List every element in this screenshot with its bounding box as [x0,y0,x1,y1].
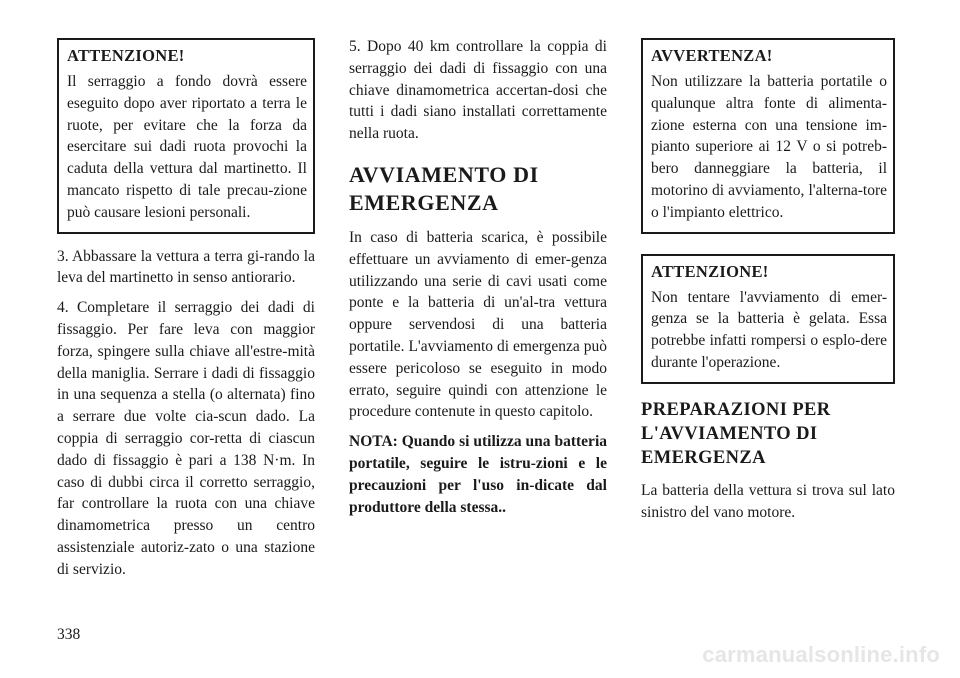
portable-battery-note: NOTA: Quando si utilizza una batteria portatile, seguire le istru-zioni e le precauzioni per l'uso in-dicate dal produttore della stessa.. [349,433,607,516]
warning-box-wheel-tightening [57,38,315,234]
step-5-paragraph: 5. Dopo 40 km controllare la coppia di serraggio dei dadi di fissaggio con una chiave dinamometrica accertan-dosi che tutti i dadi siano installati correttamente nella ruota. [349,38,607,143]
column-left [57,38,315,589]
column-right [641,38,895,531]
warning-text: Non tentare l'avviamento di emer-genza se la batteria è gelata. Essa potrebbe infatti rompersi o esplo-dere durante l'operazione. [651,288,887,371]
step-3-paragraph: 3. Abbassare la vettura a terra gi-rando la leva del martinetto in senso antiorario. [57,247,315,287]
warning-box-frozen-battery [641,254,895,384]
caution-text: Non utilizzare la batteria portatile o qualunque altra fonte di alimenta-zione esterna con una tensione im-pianto superiore ai 12 V o si potreb-bero danneggiare la batteria, il motorino di avviamento, l'alterna-tore o l'impianto elettrico. [651,73,887,221]
page-number: 338 [57,626,81,643]
emergency-start-intro: In caso di batteria scarica, è possibile effettuare un avviamento di emer-genza utilizzando una serie di cavi usati come ponte e la batteria di un'al-tra vettura oppure servendosi di una batteria portatile. L'avviamento di emergenza può essere pericoloso se eseguito in modo errato, seguire quindi con attenzione le procedure contenute in questo capitolo. [349,228,607,421]
section-heading-emergency-start: AVVIAMENTO DI EMERGENZA [349,161,539,215]
caution-title: AVVERTENZA! [651,46,773,65]
caution-box-voltage [641,38,895,234]
battery-location-paragraph: La batteria della vettura si trova sul lato sinistro del vano motore. [641,481,895,521]
warning-title: ATTENZIONE! [67,46,185,65]
column-middle [349,36,607,518]
step-4-paragraph: 4. Completare il serraggio dei dadi di fissaggio. Per fare leva con maggior forza, spingere sulla chiave all'estre-mità della maniglia. Serrare i dadi di fissaggio in una sequenza a stella (o alternata) fino a serrare due volte cia-scun dado. La coppia di serraggio cor-retta di ciascun dado di fissaggio è pari a 138 N·m. In caso di dubbi circa il corretto serraggio, far controllare la ruota con una chiave dinamometrica presso un centro assistenziale autoriz-zato o una stazione di servizio. [57,299,315,578]
warning-text: Il serraggio a fondo dovrà essere eseguito dopo aver riportato a terra le ruote, per evitare che la forza da esercitare sui dadi ruota provochi la caduta della vettura dal martinetto. Il mancato rispetto di tale precau-zione può causare lesioni personali. [67,73,307,221]
section-heading-preparations: PREPARAZIONI PER L'AVVIAMENTO DI EMERGENZA [641,399,831,468]
warning-title: ATTENZIONE! [651,261,769,281]
watermark: carmanualsonline.info [702,642,940,667]
